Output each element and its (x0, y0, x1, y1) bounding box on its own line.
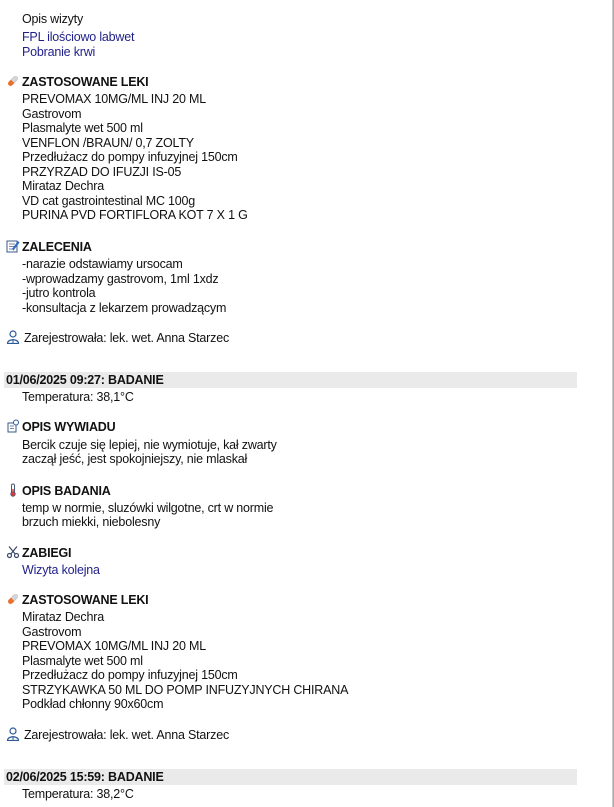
registered-text: Zarejestrowała: lek. wet. Anna Starzec (24, 331, 229, 345)
leki1-item: PRZYRZAD DO IFUZJI IS-05 (22, 165, 182, 179)
leki1-item: VD cat gastrointestinal MC 100g (22, 194, 196, 208)
zalecenia-item: -jutro kontrola (22, 286, 96, 300)
leki1-item: Mirataz Dechra (22, 179, 104, 193)
section-leki-2 (6, 592, 148, 608)
leki2-item: STRZYKAWKA 50 ML DO POMP INFUZYJNYCH CHIRANA (22, 683, 349, 697)
section-title-text: OPIS BADANIA (22, 484, 111, 498)
leki2-item: Mirataz Dechra (22, 610, 104, 624)
leki1-item: Plasmalyte wet 500 ml (22, 121, 143, 135)
wywiad-line: Bercik czuje się lepiej, nie wymiotuje, kał zwarty (22, 438, 277, 452)
badania-line: brzuch miekki, niebolesny (22, 515, 161, 529)
section-title-text: ZASTOSOWANE LEKI (22, 593, 149, 607)
leki1-item: PREVOMAX 10MG/ML INJ 20 ML (22, 92, 206, 106)
doctor-icon (6, 330, 21, 344)
section-opis-badania (6, 483, 111, 499)
temperature-1: Temperatura: 38,1°C (22, 390, 134, 404)
leki2-item: Podkład chłonny 90x60cm (22, 697, 164, 711)
leki2-item: Gastrovom (22, 625, 82, 639)
opis-wizyty-label: Opis wizyty (22, 12, 84, 26)
leki2-item: Plasmalyte wet 500 ml (22, 654, 143, 668)
section-title-text: ZALECENIA (22, 240, 92, 254)
badania-line: temp w normie, sluzówki wilgotne, crt w normie (22, 501, 274, 515)
leki1-item: VENFLON /BRAUN/ 0,7 ZOLTY (22, 136, 194, 150)
section-zalecenia (6, 239, 92, 255)
zalecenia-item: -wprowadzamy gastrovom, 1ml 1xdz (22, 272, 219, 286)
scissors-icon (6, 545, 20, 559)
zalecenia-item: -konsultacja z lekarzem prowadzącym (22, 301, 227, 315)
pill-icon (6, 592, 20, 606)
section-title-text: ZASTOSOWANE LEKI (22, 75, 149, 89)
section-wywiad (6, 419, 115, 435)
section-title-text: ZABIEGI (22, 546, 72, 560)
zalecenia-item: -narazie odstawiamy ursocam (22, 257, 183, 271)
doctor-icon (6, 727, 21, 741)
leki2-item: PREVOMAX 10MG/ML INJ 20 ML (22, 639, 206, 653)
leki1-item: Przedłużacz do pompy infuzyjnej 150cm (22, 150, 238, 164)
temperature-2: Temperatura: 38,2°C (22, 787, 134, 801)
interview-icon (6, 419, 20, 433)
zabiegi-link-wizyta-kolejna[interactable]: Wizyta kolejna (22, 563, 100, 577)
section-leki-1 (6, 74, 148, 90)
registered-by-1 (6, 330, 229, 346)
leki2-item: Przedłużacz do pompy infuzyjnej 150cm (22, 668, 238, 682)
registered-text: Zarejestrowała: lek. wet. Anna Starzec (24, 728, 229, 742)
opis-link-fpl[interactable]: FPL ilościowo labwet (22, 30, 135, 44)
leki1-item: Gastrovom (22, 107, 82, 121)
section-title-text: OPIS WYWIADU (22, 420, 116, 434)
thermometer-icon (6, 483, 20, 497)
opis-link-pobranie[interactable]: Pobranie krwi (22, 45, 96, 59)
section-zabiegi (6, 545, 71, 561)
notepad-icon (6, 239, 20, 253)
leki1-item: PURINA PVD FORTIFLORA KOT 7 X 1 G (22, 208, 248, 222)
visit-header-02-06[interactable]: 02/06/2025 15:59: BADANIE (4, 769, 577, 785)
registered-by-2 (6, 727, 229, 743)
visit-header-01-06[interactable]: 01/06/2025 09:27: BADANIE (4, 372, 577, 388)
wywiad-line: zaczął jeść, jest spokojniejszy, nie mlaskał (22, 452, 248, 466)
pill-icon (6, 74, 20, 88)
